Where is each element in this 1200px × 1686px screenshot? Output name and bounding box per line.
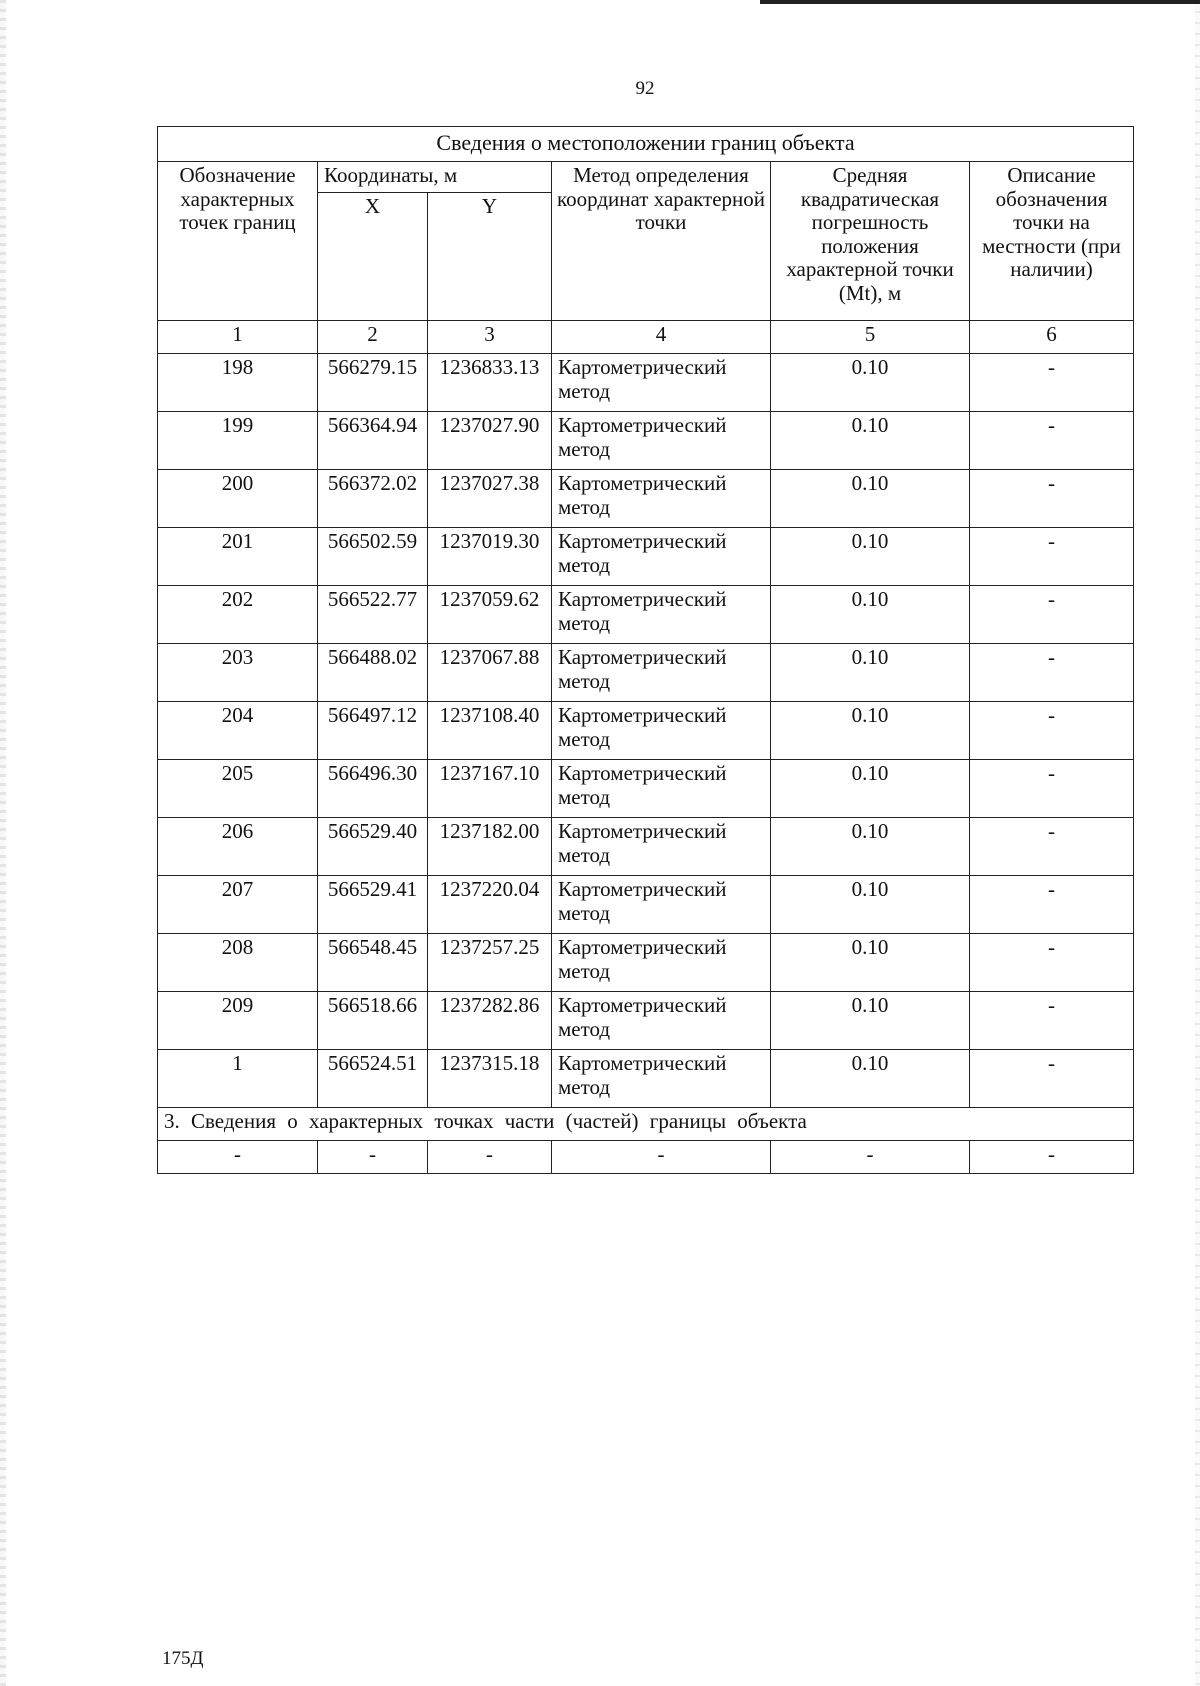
y-coordinate-cell: 1237027.90 xyxy=(428,412,552,470)
scan-edge-left xyxy=(0,0,6,1686)
method-cell: Картометрический метод xyxy=(552,818,771,876)
point-designation-cell: 201 xyxy=(158,528,318,586)
scan-top-line xyxy=(760,0,1200,4)
table-row xyxy=(158,934,1134,992)
header-coordinates: Координаты, м xyxy=(318,162,552,193)
method-cell: Картометрический метод xyxy=(552,412,771,470)
table-row xyxy=(158,992,1134,1050)
section-3-cell: - xyxy=(158,1141,318,1174)
header-y: Y xyxy=(428,193,552,321)
column-number: 6 xyxy=(970,321,1134,354)
column-number: 5 xyxy=(771,321,970,354)
description-cell: - xyxy=(970,586,1134,644)
mean-error-cell: 0.10 xyxy=(771,760,970,818)
column-number: 4 xyxy=(552,321,771,354)
x-coordinate-cell: 566522.77 xyxy=(318,586,428,644)
description-cell: - xyxy=(970,470,1134,528)
x-coordinate-cell: 566279.15 xyxy=(318,354,428,412)
x-coordinate-cell: 566524.51 xyxy=(318,1050,428,1108)
point-designation-cell: 200 xyxy=(158,470,318,528)
footer-document-code: 175Д xyxy=(162,1648,204,1669)
point-designation-cell: 205 xyxy=(158,760,318,818)
x-coordinate-cell: 566529.40 xyxy=(318,818,428,876)
x-coordinate-cell: 566548.45 xyxy=(318,934,428,992)
page-number: 92 xyxy=(635,78,655,99)
header-description: Описание обозначения точки на местности (при наличии) xyxy=(970,162,1134,321)
table-row xyxy=(158,586,1134,644)
mean-error-cell: 0.10 xyxy=(771,934,970,992)
point-designation-cell: 206 xyxy=(158,818,318,876)
description-cell: - xyxy=(970,528,1134,586)
x-coordinate-cell: 566364.94 xyxy=(318,412,428,470)
point-designation-cell: 208 xyxy=(158,934,318,992)
header-x: X xyxy=(318,193,428,321)
mean-error-cell: 0.10 xyxy=(771,586,970,644)
y-coordinate-cell: 1237315.18 xyxy=(428,1050,552,1108)
method-cell: Картометрический метод xyxy=(552,644,771,702)
y-coordinate-cell: 1237059.62 xyxy=(428,586,552,644)
description-cell: - xyxy=(970,354,1134,412)
point-designation-cell: 202 xyxy=(158,586,318,644)
mean-error-cell: 0.10 xyxy=(771,528,970,586)
method-cell: Картометрический метод xyxy=(552,992,771,1050)
section-3-cell: - xyxy=(970,1141,1134,1174)
point-designation-cell: 198 xyxy=(158,354,318,412)
table-row xyxy=(158,818,1134,876)
mean-error-cell: 0.10 xyxy=(771,412,970,470)
description-cell: - xyxy=(970,760,1134,818)
point-designation-cell: 1 xyxy=(158,1050,318,1108)
header-method: Метод определения координат характерной точки xyxy=(552,162,771,321)
x-coordinate-cell: 566529.41 xyxy=(318,876,428,934)
method-cell: Картометрический метод xyxy=(552,760,771,818)
column-number: 1 xyxy=(158,321,318,354)
point-designation-cell: 203 xyxy=(158,644,318,702)
y-coordinate-cell: 1237220.04 xyxy=(428,876,552,934)
mean-error-cell: 0.10 xyxy=(771,992,970,1050)
y-coordinate-cell: 1237257.25 xyxy=(428,934,552,992)
mean-error-cell: 0.10 xyxy=(771,818,970,876)
section-3-cell: - xyxy=(318,1141,428,1174)
section-3-row xyxy=(158,1141,1134,1174)
description-cell: - xyxy=(970,702,1134,760)
method-cell: Картометрический метод xyxy=(552,470,771,528)
method-cell: Картометрический метод xyxy=(552,1050,771,1108)
method-cell: Картометрический метод xyxy=(552,702,771,760)
point-designation-cell: 207 xyxy=(158,876,318,934)
mean-error-cell: 0.10 xyxy=(771,702,970,760)
table-row xyxy=(158,354,1134,412)
description-cell: - xyxy=(970,934,1134,992)
method-cell: Картометрический метод xyxy=(552,934,771,992)
y-coordinate-cell: 1237182.00 xyxy=(428,818,552,876)
column-number: 2 xyxy=(318,321,428,354)
y-coordinate-cell: 1237167.10 xyxy=(428,760,552,818)
x-coordinate-cell: 566496.30 xyxy=(318,760,428,818)
x-coordinate-cell: 566372.02 xyxy=(318,470,428,528)
point-designation-cell: 199 xyxy=(158,412,318,470)
y-coordinate-cell: 1237027.38 xyxy=(428,470,552,528)
method-cell: Картометрический метод xyxy=(552,586,771,644)
mean-error-cell: 0.10 xyxy=(771,470,970,528)
section-3-cell: - xyxy=(771,1141,970,1174)
point-designation-cell: 204 xyxy=(158,702,318,760)
table-row xyxy=(158,528,1134,586)
y-coordinate-cell: 1237282.86 xyxy=(428,992,552,1050)
point-designation-cell: 209 xyxy=(158,992,318,1050)
mean-error-cell: 0.10 xyxy=(771,876,970,934)
scan-edge-right xyxy=(1195,0,1200,1686)
header-point-designation: Обозначение характерных точек границ xyxy=(158,162,318,321)
x-coordinate-cell: 566497.12 xyxy=(318,702,428,760)
method-cell: Картометрический метод xyxy=(552,528,771,586)
y-coordinate-cell: 1237108.40 xyxy=(428,702,552,760)
y-coordinate-cell: 1237067.88 xyxy=(428,644,552,702)
mean-error-cell: 0.10 xyxy=(771,354,970,412)
column-numbers-row xyxy=(158,321,1134,354)
table-row xyxy=(158,644,1134,702)
column-number: 3 xyxy=(428,321,552,354)
description-cell: - xyxy=(970,992,1134,1050)
table-row xyxy=(158,1050,1134,1108)
description-cell: - xyxy=(970,818,1134,876)
description-cell: - xyxy=(970,1050,1134,1108)
x-coordinate-cell: 566488.02 xyxy=(318,644,428,702)
table-row xyxy=(158,702,1134,760)
y-coordinate-cell: 1236833.13 xyxy=(428,354,552,412)
table-row xyxy=(158,760,1134,818)
table-title: Сведения о местоположении границ объекта xyxy=(158,127,1134,162)
boundary-coordinates-table xyxy=(157,126,1134,1174)
mean-error-cell: 0.10 xyxy=(771,1050,970,1108)
table-row xyxy=(158,470,1134,528)
description-cell: - xyxy=(970,876,1134,934)
method-cell: Картометрический метод xyxy=(552,354,771,412)
method-cell: Картометрический метод xyxy=(552,876,771,934)
description-cell: - xyxy=(970,412,1134,470)
mean-error-cell: 0.10 xyxy=(771,644,970,702)
table-row xyxy=(158,412,1134,470)
section-3-title: 3. Сведения о характерных точках части (частей) границы объекта xyxy=(158,1108,1134,1141)
y-coordinate-cell: 1237019.30 xyxy=(428,528,552,586)
section-3-cell: - xyxy=(552,1141,771,1174)
x-coordinate-cell: 566518.66 xyxy=(318,992,428,1050)
section-3-cell: - xyxy=(428,1141,552,1174)
description-cell: - xyxy=(970,644,1134,702)
header-mean-error: Средняя квадратическая погрешность положения характерной точки (Mt), м xyxy=(771,162,970,321)
table-row xyxy=(158,876,1134,934)
x-coordinate-cell: 566502.59 xyxy=(318,528,428,586)
